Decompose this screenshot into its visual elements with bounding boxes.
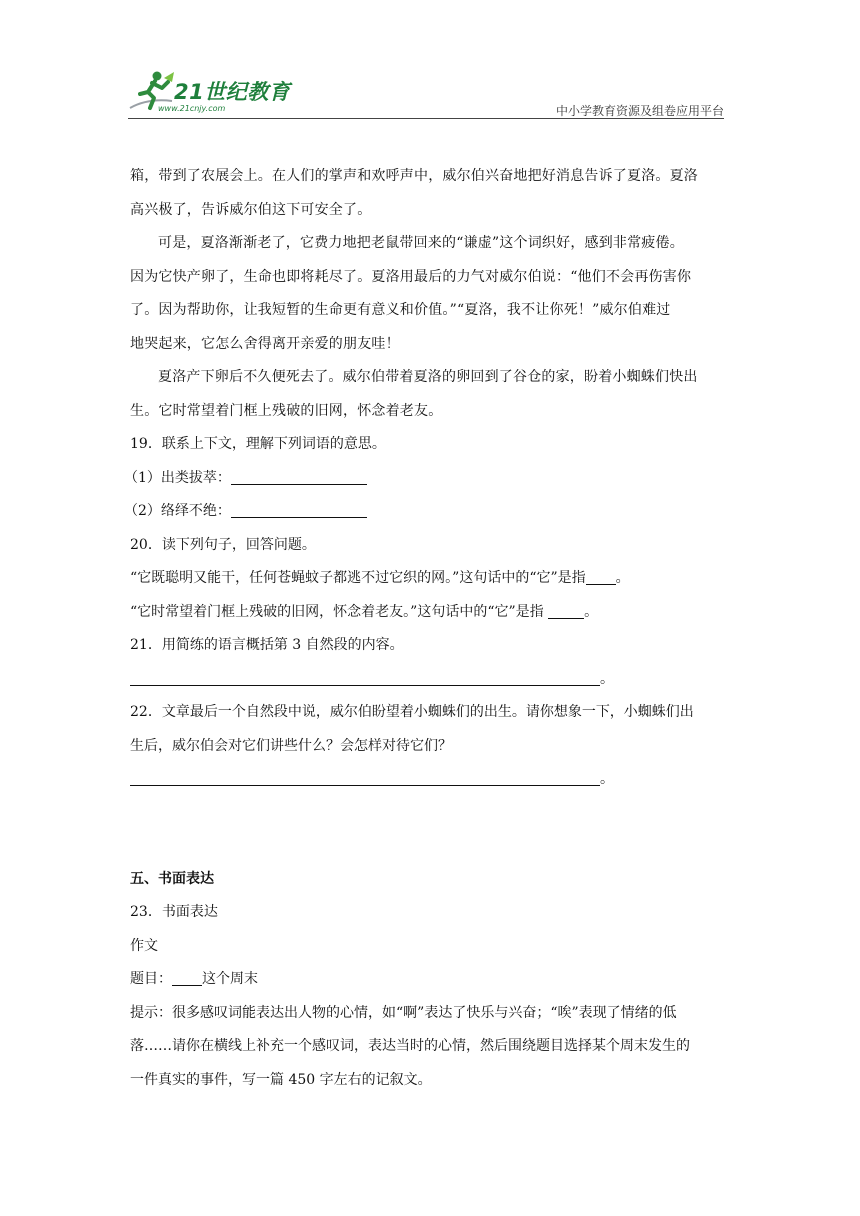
topic-prefix: 题目： bbox=[130, 971, 172, 987]
answer-blank[interactable] bbox=[586, 570, 616, 585]
question-19-item-2 bbox=[124, 495, 730, 529]
question-21-title: 21．用简练的语言概括第 3 自然段的内容。 bbox=[130, 637, 404, 653]
composition-topic bbox=[130, 963, 730, 997]
answer-blank[interactable] bbox=[548, 604, 584, 619]
sentence-text: “它时常望着门框上残破的旧网，怀念着老友。”这句话中的“它”是指 bbox=[130, 603, 544, 620]
question-19-title: 19．联系上下文，理解下列词语的意思。 bbox=[130, 436, 386, 452]
passage-line: 地哭起来，它怎么舍得离开亲爱的朋友哇！ bbox=[130, 335, 400, 352]
question-20-sentence-2 bbox=[130, 596, 730, 630]
passage-line: 因为它快产卵了，生命也即将耗尽了。夏洛用最后的力气对威尔伯说：“他们不会再伤害你 bbox=[130, 268, 692, 285]
item-label: （2）络绎不绝： bbox=[124, 503, 231, 519]
sentence-end: 。 bbox=[615, 570, 630, 586]
logo-text: 21世纪教育 bbox=[174, 80, 291, 104]
question-20-sentence-1 bbox=[130, 562, 730, 596]
passage-line: 可是，夏洛渐渐老了，它费力地把老鼠带回来的“谦虚”这个词织好，感到非常疲倦。 bbox=[158, 235, 684, 251]
line-end: 。 bbox=[600, 670, 614, 687]
composition-hint: 一件真实的事件，写一篇 450 字左右的记叙文。 bbox=[130, 1071, 432, 1088]
logo-url: www.21cnjy.com bbox=[158, 104, 226, 113]
item-label: （1）出类拔萃： bbox=[124, 469, 231, 486]
question-23-title: 23．书面表达 bbox=[130, 904, 218, 920]
passage-line: 高兴极了，告诉威尔伯这下可安全了。 bbox=[130, 201, 372, 218]
passage-line: 生。它时常望着门框上残破的旧网，怀念着老友。 bbox=[130, 402, 443, 419]
composition-hint: 落……请你在横线上补充一个感叹词，表达当时的心情，然后围绕题目选择某个周末发生的 bbox=[130, 1038, 690, 1054]
spacer bbox=[130, 797, 730, 863]
document-body bbox=[124, 160, 730, 1097]
line-end: 。 bbox=[600, 771, 614, 787]
topic-suffix: 这个周末 bbox=[202, 971, 258, 987]
question-22-line-2: 生后，威尔伯会对它们讲些什么？会怎样对待它们？ bbox=[130, 737, 452, 754]
question-22-line-1: 22．文章最后一个自然段中说，威尔伯盼望着小蜘蛛们的出生。请你想象一下，小蜘蛛们出 bbox=[130, 704, 694, 720]
composition-hint: 提示：很多感叹词能表达出人物的心情，如“啊”表达了快乐与兴奋；“唉”表现了情绪的低 bbox=[130, 1004, 677, 1021]
answer-blank[interactable] bbox=[231, 470, 367, 485]
answer-blank[interactable] bbox=[130, 671, 600, 686]
question-21-answer-line bbox=[130, 663, 730, 697]
sentence-end: 。 bbox=[584, 603, 599, 620]
passage-line: 夏洛产下卵后不久便死去了。威尔伯带着夏洛的卵回到了谷仓的家，盼着小蜘蛛们快出 bbox=[158, 369, 698, 385]
question-22-answer-line bbox=[130, 763, 730, 797]
answer-blank[interactable] bbox=[231, 503, 367, 518]
question-20-title: 20．读下列句子，回答问题。 bbox=[130, 536, 316, 553]
question-19-item-1 bbox=[124, 462, 730, 496]
answer-blank[interactable] bbox=[130, 771, 600, 786]
sentence-text: “它既聪明又能干，任何苍蝇蚊子都逃不过它织的网。”这句话中的“它”是指 bbox=[130, 570, 586, 586]
answer-blank[interactable] bbox=[172, 971, 202, 986]
composition-type: 作文 bbox=[130, 937, 158, 954]
page-header bbox=[128, 64, 724, 119]
platform-name: 中小学教育资源及组卷应用平台 bbox=[555, 104, 724, 118]
passage-line: 了。因为帮助你，让我短暂的生命更有意义和价值。”“夏洛，我不让你死！”威尔伯难过 bbox=[130, 302, 671, 318]
header-divider bbox=[128, 118, 724, 119]
logo bbox=[128, 68, 298, 116]
passage-line: 箱，带到了农展会上。在人们的掌声和欢呼声中，威尔伯兴奋地把好消息告诉了夏洛。夏洛 bbox=[130, 168, 698, 184]
section-title: 五、书面表达 bbox=[130, 870, 214, 887]
